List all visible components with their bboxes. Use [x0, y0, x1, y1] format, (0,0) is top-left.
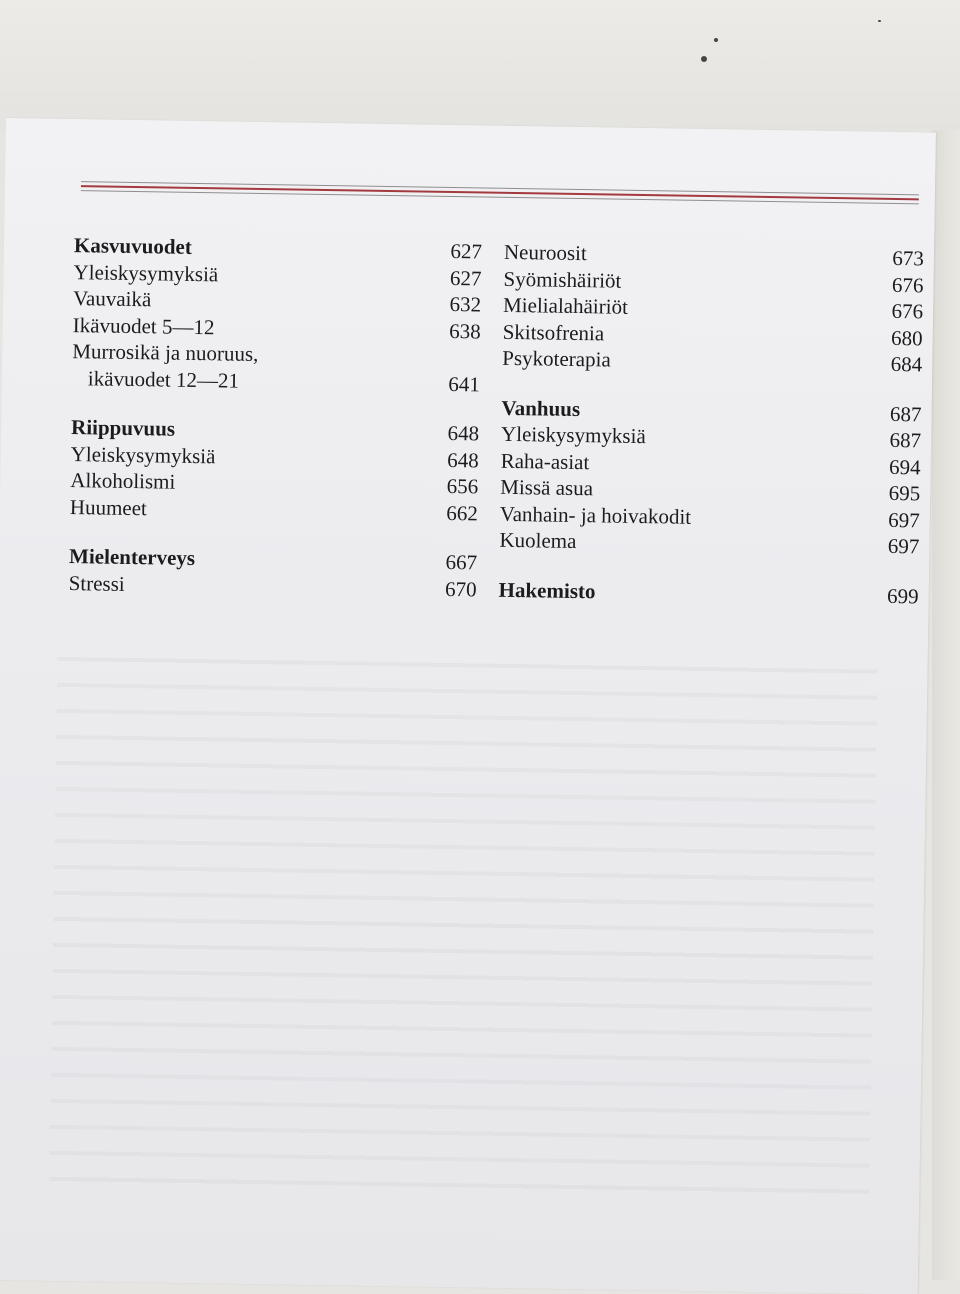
toc-entry — [68, 570, 476, 603]
toc-entry-label: Neuroosit — [503, 239, 587, 266]
toc-entry — [499, 527, 919, 560]
toc-section — [499, 394, 921, 560]
toc-section — [70, 414, 480, 526]
toc-section — [502, 239, 924, 378]
toc-entry-label: Yleiskysymyksiä — [70, 441, 216, 468]
toc-page-number: 680 — [890, 325, 923, 350]
toc-section — [498, 576, 918, 609]
toc-page-number: 694 — [888, 454, 921, 479]
toc-page-number: 687 — [889, 401, 922, 426]
toc-page-number: 699 — [886, 583, 919, 608]
toc-page-number: 670 — [444, 576, 477, 601]
toc-page-number: 673 — [892, 245, 925, 271]
toc-heading-label: Hakemisto — [498, 577, 596, 603]
toc-entry-label: Syömishäiriöt — [503, 266, 622, 293]
toc-entry-label: Missä asua — [500, 474, 594, 501]
toc-page-number: 697 — [888, 507, 920, 532]
toc-entry-label: Ikävuodet 5—12 — [72, 312, 215, 339]
dust-speck — [878, 20, 881, 22]
toc-page-number: 676 — [891, 298, 924, 324]
toc-page-number: 695 — [888, 480, 921, 506]
toc-entry-label: Huumeet — [69, 494, 148, 520]
toc-entry — [502, 345, 922, 378]
toc-page-number: 662 — [446, 500, 479, 525]
toc-page-number: 627 — [449, 265, 482, 290]
toc-page-number: 641 — [448, 371, 481, 396]
toc-entry-label: Mielialahäiriöt — [502, 292, 629, 319]
table-surface — [0, 0, 960, 130]
toc-section — [68, 543, 477, 602]
toc-entry-label: Alkoholismi — [70, 468, 176, 494]
toc-entry — [72, 365, 480, 398]
toc-page-number: 656 — [446, 473, 479, 499]
dust-speck — [714, 38, 718, 42]
toc-page-number: 648 — [447, 420, 480, 446]
toc-page-number: 667 — [445, 549, 478, 575]
dust-speck — [701, 56, 707, 62]
toc-entry-label: Yleiskysymyksiä — [500, 421, 646, 449]
toc-entry-label: Yleiskysymyksiä — [73, 259, 219, 286]
toc-entry — [70, 494, 478, 527]
toc-right-column — [498, 239, 924, 633]
toc-page-number: 648 — [447, 447, 479, 472]
toc-entry-label: Murrosikä ja nuoruus, — [72, 339, 259, 366]
page-edge — [932, 130, 960, 1280]
toc-page-number: 632 — [449, 291, 482, 317]
toc-entry-label: Vanhain- ja hoivakodit — [499, 501, 692, 529]
toc-page-number: 638 — [449, 318, 481, 343]
toc-heading-label: Riippuvuus — [70, 415, 176, 441]
toc-section — [72, 232, 482, 397]
toc-page-number: 676 — [891, 272, 924, 297]
toc-heading-label: Vanhuus — [501, 395, 581, 421]
toc-entry-label: Kuolema — [499, 527, 577, 554]
toc-entry-label: Vauvaikä — [72, 286, 152, 312]
toc-left-column — [68, 232, 482, 625]
toc-entry-label: Psykoterapia — [502, 345, 611, 372]
toc-entry-label: Stressi — [68, 570, 125, 596]
toc-page-number: 684 — [890, 351, 923, 377]
toc-entry-label: Raha-asiat — [500, 448, 590, 474]
toc-entry-label: ikävuodet 12—21 — [87, 365, 240, 393]
book-page — [0, 118, 936, 1294]
toc-heading-label: Kasvuvuodet — [73, 233, 193, 259]
toc-heading — [498, 576, 918, 609]
toc-page-number: 687 — [889, 427, 922, 453]
toc-entry-label: Skitsofrenia — [502, 319, 605, 345]
toc-page-number: 697 — [887, 533, 920, 559]
show-through-texture — [49, 639, 878, 1212]
toc-page-number: 627 — [450, 238, 483, 264]
toc-heading-label: Mielenterveys — [68, 544, 196, 571]
